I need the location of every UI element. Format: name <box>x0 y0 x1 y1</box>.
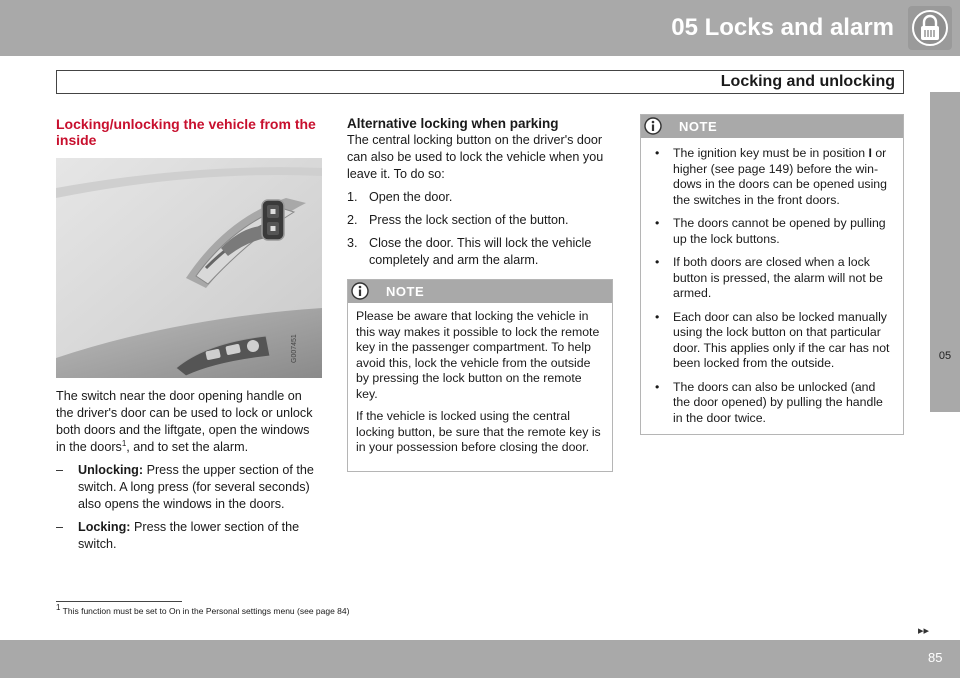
note-box-doors <box>640 114 904 435</box>
section-title: Locking and unlocking <box>720 73 895 90</box>
chapter-tab-number: 05 <box>938 350 952 362</box>
page-header <box>0 0 960 56</box>
heading-alternative-locking: Alternative locking when parking <box>347 116 559 131</box>
image-code: G007451 <box>291 334 298 363</box>
note-body <box>641 138 903 434</box>
padlock-icon <box>908 6 952 50</box>
locking-steps-list <box>347 189 613 269</box>
alt-locking-intro: The central locking button on the driver's door can also be used to lock the vehicle when you leave it. To do so: <box>347 133 604 181</box>
info-icon <box>644 117 662 135</box>
footnote-rule <box>56 601 182 602</box>
info-icon <box>351 282 369 300</box>
chapter-side-tab <box>930 92 960 412</box>
note-body <box>348 303 612 471</box>
note-header <box>348 280 612 303</box>
footnote: $^1$ This function must be set to On in the Personal settings menu (see page 84) <box>56 603 350 616</box>
list-item: 3. Close the door. This will lock the vehicle completely and arm the alarm. <box>347 236 592 267</box>
note-label: NOTE <box>679 119 718 134</box>
list-item: • The ignition key must be in position I or higher (see page 149) before the win-dows in the doors can be opened using the switches in the front doors. <box>655 146 887 207</box>
note-label: NOTE <box>386 284 425 299</box>
column-left <box>56 116 322 559</box>
door-switch-photo <box>56 158 322 378</box>
next-page-arrows-icon: ▸▸ <box>918 625 930 637</box>
note-bullet-list <box>649 146 895 426</box>
column-right <box>640 114 904 435</box>
note-paragraph: Please be aware that locking the vehicle in this way makes it possible to lock the remote key in the passenger compartment. To help avoid this, lock the vehicle from the outside by pressing the lock button on the remote key. <box>356 309 600 401</box>
list-item: – Unlocking: Press the upper section of the switch. A long press (for several seconds) also opens the windows in the doors. <box>56 463 314 511</box>
section-bar <box>56 70 904 94</box>
page-number: 85 <box>928 650 943 665</box>
note-header <box>641 115 903 138</box>
list-item: • If both doors are closed when a lock button is pressed, the alarm will not be armed. <box>655 255 883 300</box>
footnote-ref: 1 <box>121 438 127 448</box>
list-item: 1. Open the door. <box>347 190 453 204</box>
switch-actions-list <box>56 462 322 553</box>
heading-locking-from-inside: Locking/unlocking the vehicle from the inside <box>56 116 316 148</box>
note-paragraph: If the vehicle is locked using the central locking button, be sure that the remote key is in your possession before closing the door. <box>356 409 601 454</box>
page-footer <box>0 640 960 678</box>
list-item: 2. Press the lock section of the button. <box>347 213 569 227</box>
list-item: • The doors can also be unlocked (and the door opened) by pulling the handle in the door twice. <box>655 379 883 425</box>
note-box-remote-key <box>347 279 613 472</box>
column-middle <box>347 116 613 472</box>
list-item: • The doors cannot be opened by pulling up the lock buttons. <box>655 216 886 246</box>
list-item: – Locking: Press the lower section of the switch. <box>56 520 300 551</box>
chapter-title: 05 Locks and alarm <box>671 14 894 41</box>
list-item: • Each door can also be locked manually using the lock button on that particular door. This applies only if the car has not been locked from the outside. <box>655 309 890 370</box>
intro-paragraph: The switch near the door opening handle on the driver's door can be used to lock or unlock both doors and the liftgate, open the windows in the doors$^1$, and to set the alarm. <box>56 389 313 454</box>
